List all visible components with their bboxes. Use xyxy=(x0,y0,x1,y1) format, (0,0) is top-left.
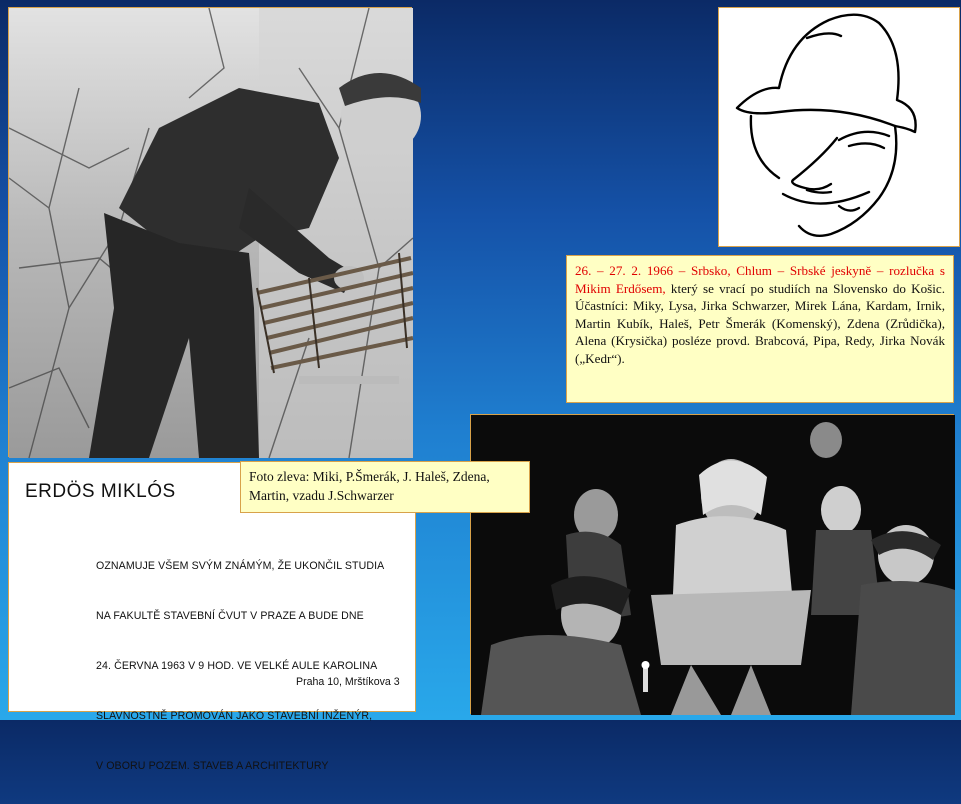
card-address: Praha 10, Mrštíkova 3 xyxy=(296,676,400,688)
card-line: OZNAMUJE VŠEM SVÝM ZNÁMÝM, ŽE UKONČIL STUDIA xyxy=(96,560,385,572)
caption-photo-names: Foto zleva: Miki, P.Šmerák, J. Haleš, Zdena, Martin, vzadu J.Schwarzer xyxy=(240,461,530,513)
card-line: V OBORU POZEM. STAVEB A ARCHITEKTURY xyxy=(96,760,329,772)
card-name: ERDÖS MIKLÓS xyxy=(25,481,176,502)
caption-date-place: 26. – 27. 2. 1966 – Srbsko, Chlum – Srbské jeskyně – rozlučka s Mikim Erdősem, xyxy=(575,263,945,296)
caption-body: který se vrací po studiích na Slovensko do Košic. Účastníci: Miky, Lysa, Jirka Schwarzer, Mirek Lána, Kardam, Irnik, Martin Kubík, Haleš, Petr Šmerák (Komenský), Zdena (Zrůdička), Alena (Krysička) posléze provd. Brabcová, Pipa, Redy, Jirka Novák („Kedr“). xyxy=(575,280,945,366)
card-line: NA FAKULTĚ STAVEBNÍ ČVUT V PRAZE A BUDE DNE xyxy=(96,610,364,622)
card-line: 24. ČERVNA 1963 V 9 HOD. VE VELKÉ AULE KAROLINA xyxy=(96,660,378,672)
photo-group-in-cave xyxy=(470,414,954,714)
caption-event xyxy=(566,255,954,403)
photo-man-with-ladder xyxy=(8,7,412,457)
caricature-drawing xyxy=(718,7,960,247)
card-text xyxy=(96,529,416,804)
card-line: SLAVNOSTNĚ PROMOVÁN JAKO STAVEBNÍ INŽENÝR, xyxy=(96,710,373,722)
